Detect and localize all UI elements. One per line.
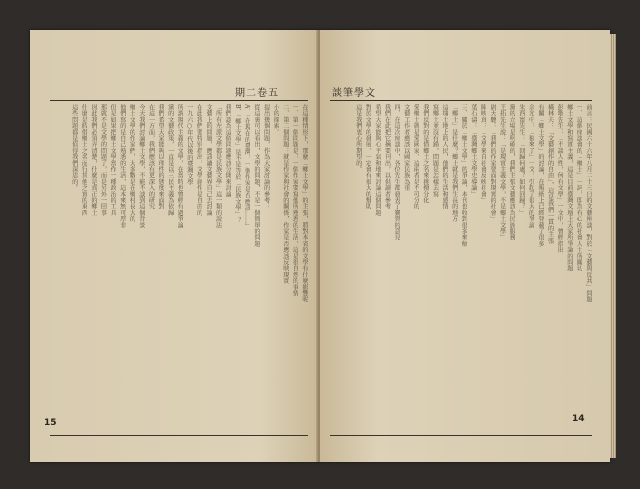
text-column: 希望大家能夠心平氣和地來討論這個問題 xyxy=(373,104,381,216)
left-page-number: 15 xyxy=(44,418,57,428)
text-column: 鄉土文學和寫實主義，這是目前臺灣文壇上大家所爭論的問題 xyxy=(565,104,573,272)
text-column: 橫林夫：「文藝創作的自由」，這是我們一貫的主張 xyxy=(546,104,554,244)
text-column: 朱西甯先生：「回歸何處？如何回歸？」 xyxy=(517,104,525,216)
text-column: 我們在此把它摘要刊出，以供讀者參考 xyxy=(383,104,391,210)
right-footer-rule xyxy=(330,435,592,436)
text-column: 在這一方面，我們應該有更深入的研究 xyxy=(147,104,155,210)
text-column: B、「鄉土文學」是不是等於「民族文學」？ xyxy=(233,104,241,224)
text-column: 愛鄉土就是愛國家，這兩者是不可分的 xyxy=(412,104,420,210)
text-column: 這些問題都是值得我們深思的。 xyxy=(70,104,78,191)
right-page-number: 14 xyxy=(572,414,585,424)
text-column: 余光中：「狼來了」一文，引起了很大的爭論 xyxy=(527,104,535,228)
text-column: 黨的立場是明確的，我們主張文藝應該為民族服務 xyxy=(508,104,516,241)
text-column: 他們寫的是自己熟悉的生活，這本來無可厚非 xyxy=(118,104,126,228)
text-column: 彭歌先生：「不談人性，何有文學」一文中，曾經指出 xyxy=(556,104,564,253)
left-text-columns xyxy=(50,104,308,434)
text-column: 我們反對的是借鄉土之名來挑撥分化 xyxy=(421,104,429,204)
text-column: 二、第二個問題：就是作家與社會的關係，作家是否應該反映現實 xyxy=(281,104,289,284)
text-column: 提出幾個問題，作為大家討論的參考： xyxy=(262,104,270,210)
text-column: 王拓先生說：「是現實主義文學，不是鄉土文學」 xyxy=(498,104,506,241)
right-header-rule xyxy=(330,100,592,101)
text-column: 因此我們必須弄清楚，什麼是真正的鄉土 xyxy=(89,104,97,216)
text-column: 所謂現代主義的文學，在當時也曾經有過爭論 xyxy=(176,104,184,228)
text-column: 我們希望大家能夠以理性的態度來面對 xyxy=(157,104,165,210)
right-page-header: 談筆學文 xyxy=(332,88,376,99)
text-column: 「所有左派文學都是民族文學」這一類的說法 xyxy=(214,104,222,228)
right-page xyxy=(320,30,610,462)
text-column: 一、第一個問題是：一個作家要寫他所熟悉的生活，這是很自然的事情 xyxy=(291,104,299,297)
left-header-rule xyxy=(50,100,308,101)
text-column: 鄉土文學的作家們，大多數是在鄉村長大的 xyxy=(128,104,136,222)
text-column: A、「在現在的臺灣，一個作家是否應該……」 xyxy=(243,104,251,230)
text-column: 今天我們討論鄉土文學，不能不談到這個背景 xyxy=(137,104,145,228)
text-column: 一九六○年代以後的臺灣文學 xyxy=(185,104,193,186)
right-text-columns xyxy=(330,104,592,434)
text-column: 文藝上的問題，應該讓文藝界自己去討論 xyxy=(205,104,213,216)
text-column: 黨的文藝政策，一直是以三民主義為依歸 xyxy=(166,104,174,216)
text-column: 文藝工作者應該以國家民族為重 xyxy=(402,104,410,191)
text-column: 在此我們要特別指出，文學創作是自由的 xyxy=(195,104,203,216)
text-column: 這是我們衷心所期望的。 xyxy=(354,104,362,173)
text-column: 什麼是假借鄉土之名而行其他之實的東西 xyxy=(80,104,88,216)
left-page-header: 期二卷五 xyxy=(235,88,279,99)
left-page xyxy=(30,30,318,462)
text-column: 在這種情形下，那麼「鄉土文學」的主張，將對本省的文學有什麼影響呢 xyxy=(301,104,308,303)
text-column: 我們認為這個問題應該分開來討論 xyxy=(224,104,232,197)
text-column: 有關「鄉土文學」的討論，在報紙上已經登載了很多 xyxy=(537,104,545,247)
text-column: 三、關於「鄉土文學」的爭論，本刊也收到很多來稿 xyxy=(460,104,468,247)
text-column: 寫鄉土並沒有錯，問題是怎樣去寫 xyxy=(431,104,439,197)
text-column: 尉天驄：「我們的作家要面對現實的社會」 xyxy=(489,104,497,222)
text-column: 陳映真：「文學來自社會反映社會」 xyxy=(479,104,487,204)
text-column: 「鄉土」是什麼？鄉土就是我們生長的地方 xyxy=(450,104,458,222)
open-magazine xyxy=(30,30,610,462)
text-column: 從這裏可以看出，文學的問題，不是一個簡單的問題 xyxy=(253,104,261,247)
text-column: 前言：民國六十六年八月二十三日的文藝座談，對於「文藝與反共」問題 xyxy=(585,104,592,303)
text-column: 這塊土地上的人民，他們的生活和感情 xyxy=(441,104,449,210)
text-column: 一、這個座談會的「鄉土」一詞，即為有心的社會人士所關切 xyxy=(575,104,583,272)
text-column: 那就不是文學的問題了，而是另外一回事 xyxy=(99,104,107,216)
page-edges xyxy=(610,34,616,458)
text-column: 但是如果把鄉土文學當作一種政治的工具 xyxy=(109,104,117,216)
text-column: 四、在這次座談中，各位先生都發表了寶貴的意見 xyxy=(393,104,401,241)
text-column: 葉石濤：「臺灣鄉土文學史導論」 xyxy=(469,104,477,197)
text-column: 對於文學的發展，一定會有很大的幫助 xyxy=(364,104,372,210)
text-column: 小的探索。 xyxy=(272,104,280,135)
left-footer-rule xyxy=(50,435,308,436)
